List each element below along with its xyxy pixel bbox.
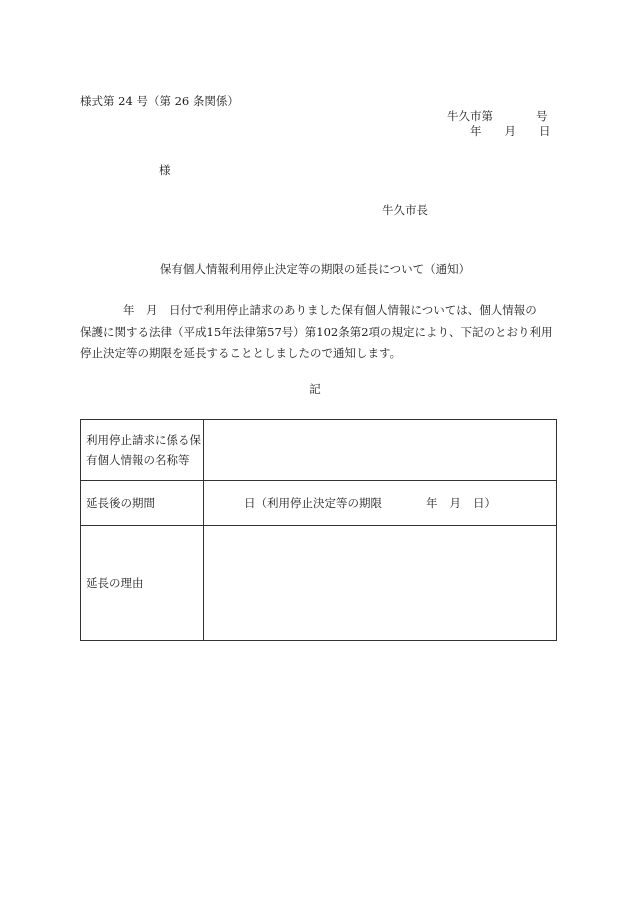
info-name-label: 利用停止請求に係る保有個人情報の名称等 bbox=[81, 420, 204, 481]
notice-body-line-3: 停止決定等の期限を延長することとしましたので通知します。 bbox=[80, 346, 402, 360]
ki-heading: 記 bbox=[309, 382, 321, 396]
extended-period-day: 日） bbox=[473, 496, 496, 510]
info-name-value bbox=[204, 420, 557, 481]
document-number-prefix: 牛久市第 bbox=[447, 109, 493, 123]
addressee-honorific: 様 bbox=[159, 163, 171, 177]
sender-name: 牛久市長 bbox=[382, 203, 428, 217]
extended-period-label: 延長後の期間 bbox=[81, 481, 204, 526]
form-number: 様式第 24 号（第 26 条関係） bbox=[80, 94, 239, 108]
extended-period-month: 月 bbox=[449, 496, 461, 510]
extended-period-year: 年 bbox=[426, 496, 438, 510]
document-date bbox=[470, 126, 551, 138]
table-row bbox=[81, 526, 557, 641]
table-row bbox=[81, 481, 557, 526]
table-row bbox=[81, 420, 557, 481]
notice-body-line-1: 年 月 日付で利用停止請求のありました保有個人情報については、個人情報の bbox=[123, 303, 537, 317]
notice-body bbox=[80, 300, 556, 365]
document-title: 保有個人情報利用停止決定等の期限の延長について（通知） bbox=[159, 262, 471, 276]
date-month: 月 bbox=[504, 124, 516, 138]
extended-period-text: 日（利用停止決定等の期限 bbox=[244, 496, 382, 510]
document-number-suffix: 号 bbox=[536, 109, 548, 123]
extended-period-value bbox=[204, 481, 557, 526]
extension-reason-value bbox=[204, 526, 557, 641]
date-year: 年 bbox=[470, 124, 482, 138]
extension-reason-label: 延長の理由 bbox=[81, 526, 204, 641]
notice-body-line-2: 保護に関する法律（平成15年法律第57号）第102条第2項の規定により、下記のとおり利用 bbox=[80, 324, 553, 339]
document-number bbox=[447, 111, 548, 123]
date-day: 日 bbox=[539, 124, 551, 138]
details-table bbox=[80, 419, 557, 641]
